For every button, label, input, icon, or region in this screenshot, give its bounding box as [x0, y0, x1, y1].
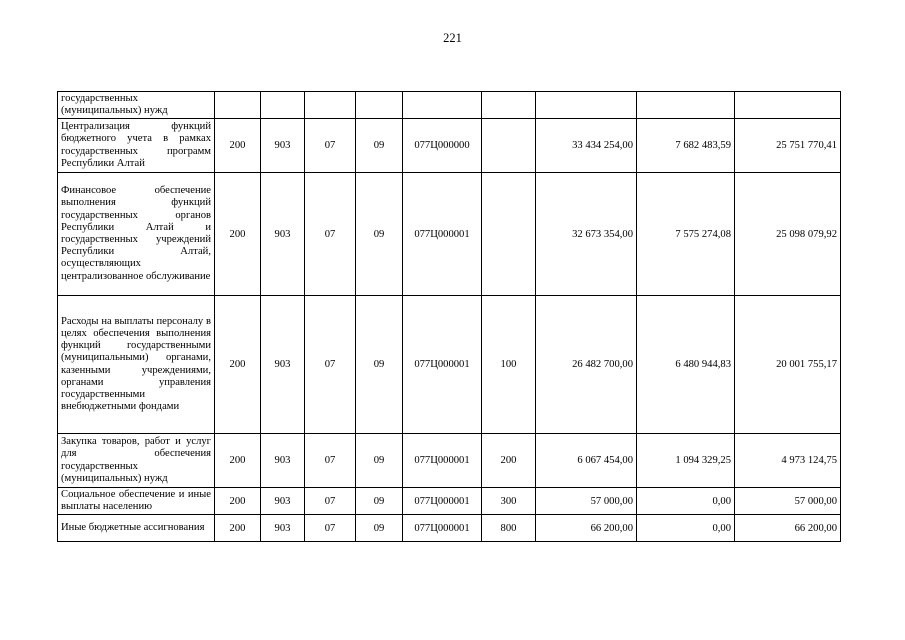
row-code-cell: 09: [356, 434, 403, 488]
row-code-cell: 903: [261, 515, 305, 542]
row-amount-cell: 0,00: [637, 515, 735, 542]
budget-table: [57, 91, 841, 542]
row-code-cell: [305, 92, 356, 119]
row-code-cell: [482, 173, 536, 296]
row-code-cell: [215, 92, 261, 119]
row-code-cell: 07: [305, 296, 356, 434]
row-code-cell: [261, 92, 305, 119]
table-row: [58, 296, 841, 434]
row-name-cell: Расходы на выплаты персоналу в целях обеспечения выполнения функций государственными (муниципальными) органами, казенными учреждениями, органами управления государственными внебюджетными фондами: [58, 296, 215, 434]
row-code-cell: [403, 92, 482, 119]
row-amount-cell: 1 094 329,25: [637, 434, 735, 488]
row-code-cell: 200: [215, 173, 261, 296]
table-row: [58, 119, 841, 173]
row-code-cell: 903: [261, 173, 305, 296]
row-name-cell: Централизация функций бюджетного учета в рамках государственных программ Республики Алтай: [58, 119, 215, 173]
row-code-cell: 200: [215, 296, 261, 434]
row-amount-cell: 32 673 354,00: [536, 173, 637, 296]
row-code-cell: 200: [215, 515, 261, 542]
row-code-cell: 200: [482, 434, 536, 488]
row-code-cell: 800: [482, 515, 536, 542]
row-code-cell: 07: [305, 515, 356, 542]
row-amount-cell: 66 200,00: [735, 515, 841, 542]
row-name-cell: государственных (муниципальных) нужд: [58, 92, 215, 119]
page-number: 221: [443, 31, 462, 45]
row-name-cell: Социальное обеспечение и иные выплаты населению: [58, 488, 215, 515]
row-amount-cell: 25 098 079,92: [735, 173, 841, 296]
row-amount-cell: 4 973 124,75: [735, 434, 841, 488]
row-code-cell: 200: [215, 488, 261, 515]
table-row: [58, 434, 841, 488]
row-code-cell: 100: [482, 296, 536, 434]
row-code-cell: [482, 119, 536, 173]
row-code-cell: 07: [305, 488, 356, 515]
row-amount-cell: 6 067 454,00: [536, 434, 637, 488]
row-amount-cell: 33 434 254,00: [536, 119, 637, 173]
row-code-cell: 077Ц000001: [403, 434, 482, 488]
table-row: [58, 515, 841, 542]
row-code-cell: 903: [261, 434, 305, 488]
row-code-cell: 077Ц000001: [403, 173, 482, 296]
row-amount-cell: 20 001 755,17: [735, 296, 841, 434]
table-row: [58, 173, 841, 296]
row-code-cell: 09: [356, 173, 403, 296]
row-code-cell: 200: [215, 119, 261, 173]
row-code-cell: 09: [356, 119, 403, 173]
row-code-cell: 07: [305, 173, 356, 296]
row-code-cell: 09: [356, 296, 403, 434]
row-code-cell: [356, 92, 403, 119]
row-code-cell: 077Ц000000: [403, 119, 482, 173]
row-amount-cell: [536, 92, 637, 119]
row-amount-cell: 0,00: [637, 488, 735, 515]
row-amount-cell: 66 200,00: [536, 515, 637, 542]
row-amount-cell: 7 575 274,08: [637, 173, 735, 296]
row-code-cell: 07: [305, 119, 356, 173]
row-code-cell: 903: [261, 488, 305, 515]
row-code-cell: 903: [261, 119, 305, 173]
row-amount-cell: [637, 92, 735, 119]
row-amount-cell: 6 480 944,83: [637, 296, 735, 434]
row-amount-cell: 57 000,00: [536, 488, 637, 515]
row-code-cell: 07: [305, 434, 356, 488]
row-code-cell: 300: [482, 488, 536, 515]
row-code-cell: [482, 92, 536, 119]
row-code-cell: 903: [261, 296, 305, 434]
table-row: [58, 488, 841, 515]
row-code-cell: 09: [356, 488, 403, 515]
table-row: [58, 92, 841, 119]
row-code-cell: 077Ц000001: [403, 515, 482, 542]
row-code-cell: 200: [215, 434, 261, 488]
row-amount-cell: 25 751 770,41: [735, 119, 841, 173]
row-code-cell: 077Ц000001: [403, 488, 482, 515]
row-amount-cell: 57 000,00: [735, 488, 841, 515]
row-code-cell: 077Ц000001: [403, 296, 482, 434]
row-name-cell: Финансовое обеспечение выполнения функций государственных органов Республики Алтай и государственных учреждений Республики Алтай, осуществляющих централизованное обслуживание: [58, 173, 215, 296]
row-name-cell: Закупка товаров, работ и услуг для обеспечения государственных (муниципальных) нужд: [58, 434, 215, 488]
row-name-cell: Иные бюджетные ассигнования: [58, 515, 215, 542]
row-code-cell: 09: [356, 515, 403, 542]
row-amount-cell: [735, 92, 841, 119]
row-amount-cell: 7 682 483,59: [637, 119, 735, 173]
row-amount-cell: 26 482 700,00: [536, 296, 637, 434]
